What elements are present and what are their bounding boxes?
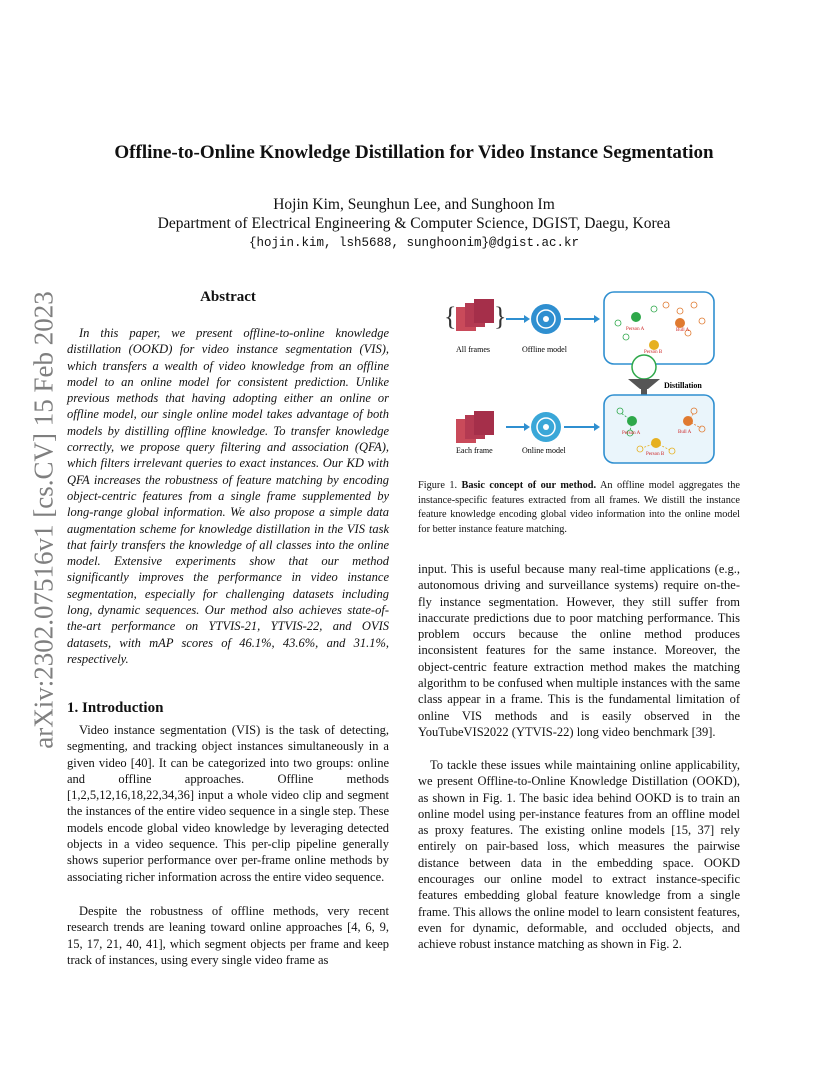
label-online-model: Online model	[522, 446, 566, 455]
label-person-a-top: Person A	[626, 327, 645, 332]
affiliation: Department of Electrical Engineering & Computer Science, DGIST, Daegu, Korea	[157, 215, 671, 232]
arxiv-id: arXiv:2302.07516v1 [cs.CV] 15 Feb 2023	[28, 291, 59, 749]
authors: Hojin Kim, Seunghun Lee, and Sunghoon Im	[273, 196, 555, 213]
label-person-b-top: Person B	[644, 350, 663, 355]
paper-title: Offline-to-Online Knowledge Distillation for Video Instance Segmentation	[114, 142, 714, 163]
abstract-text: In this paper, we present offline-to-online knowledge distillation (OOKD) for video instance segmentation (VIS), which transfers a wealth of video knowledge from an offline model to an online model for consistent prediction. Unlike previous methods that having adopting either an online or offline model, our single online model takes advantage of both models by distilling offline knowledge. To transfer knowledge correctly, we propose query filtering and association (QFA), which filters irrelevant queries to exact instances. Our KD with QFA increases the robustness of feature matching by encoding object-centric features from a single frame supplemented by long-range global information. We also propose a simple data augmentation scheme for knowledge distillation in the VIS task that fairly transfers the knowledge of all classes into the online model. Extensive experiments show that our method significantly improves the performance in video instance segmentation, especially for challenging datasets including long, dynamic sequences. Our method also achieves state-of-the-art performance on YTVIS-21, YTVIS-22, and OVIS datasets, with mAP scores of 46.1%, 43.6%, and 31.1%, respectively.	[67, 326, 389, 666]
figure-1-caption	[418, 479, 740, 537]
each-frame-stack	[456, 411, 494, 443]
abstract-heading: Abstract	[200, 289, 256, 305]
label-person-b-bottom: Person B	[646, 452, 665, 457]
svg-text:{: {	[444, 302, 457, 331]
intro-paragraph-4: To tackle these issues while maintaining online applicability, we present Offline-to-Online Knowledge Distillation (OOKD), as shown in Fig. 1. The basic idea behind OOKD is to train an online model using per-instance features from an offline model as proxy features. The existing online models [15, 37] rely entirely on pair-based loss, which measures the pairwise distance between data in the embedding space. OOKD encourages our online model to extract instance-specific features embedding global feature knowledge from a single frame. This allows the online model to learn consistent features, even for dynamic, deformable, and occluded objects, and achieve robust instance matching as shown in Fig. 2.	[418, 758, 740, 952]
offline-model-icon	[531, 304, 561, 334]
online-model-icon	[531, 412, 561, 442]
label-distillation: Distillation	[664, 381, 702, 390]
label-offline-model: Offline model	[522, 345, 567, 354]
caption-text: An offline model aggregates the instance-specific features extracted from all frames. We distill the instance feature knowledge encoding global video information into the online model for better instance feature matching.	[418, 480, 740, 535]
arxiv-stamp	[24, 285, 64, 755]
distillation-focus	[632, 355, 656, 379]
concept-diagram	[418, 287, 740, 467]
intro-paragraph-1: Video instance segmentation (VIS) is the task of detecting, segmenting, and tracking object instances simultaneously in a given video [40]. It can be categorized into two groups: online and offline approaches. Offline methods [1,2,5,12,16,18,22,34,36] input a whole video clip and segment the instances of the entire video sequence in a single step. These models encode global video knowledge by leveraging detected objects in a video sequence. This per-clip pipeline generally shows superior performance over per-frame online methods by associating richer information across the entire video sequence.	[67, 723, 389, 884]
intro-paragraph-3: input. This is useful because many real-time applications (e.g., autonomous driving and surveillance systems) require on-the-fly instance segmentation. However, they still suffer from inaccurate predictions due to poor matching performance. This problem occurs because the online method produces inconsistent features for the same instance. Moreover, the object-centric feature extraction method makes the matching algorithm to be confused when multiple instances with the same class appear in a frame. This is the fundamental limitation of online VIS methods and is easily observed in the YouTubeVIS2022 (YTVIS-22) long video benchmark [39].	[418, 562, 740, 739]
intro-paragraph-2: Despite the robustness of offline methods, very recent research trends are leaning toward online approaches [4, 6, 9, 15, 17, 21, 40, 41], which segment objects per frame and keep track of instances, using every single video frame as	[67, 904, 389, 967]
label-person-a-bottom: Person A	[622, 431, 641, 436]
label-each-frame: Each frame	[456, 446, 493, 455]
figure-1	[418, 287, 740, 467]
caption-label: Figure 1.	[418, 480, 458, 491]
author-emails: {hojin.kim, lsh5688, sunghoonim}@dgist.ac.kr	[248, 236, 580, 250]
caption-bold: Basic concept of our method.	[461, 480, 597, 491]
intro-heading: 1. Introduction	[67, 700, 164, 716]
all-frames-stack	[444, 299, 506, 331]
label-all-frames: All frames	[456, 345, 490, 354]
svg-text:}: }	[494, 302, 507, 331]
label-bull-a-bottom: Bull A	[678, 430, 692, 435]
distillation-funnel	[628, 379, 660, 389]
label-bull-a-top: Bull A	[676, 328, 690, 333]
